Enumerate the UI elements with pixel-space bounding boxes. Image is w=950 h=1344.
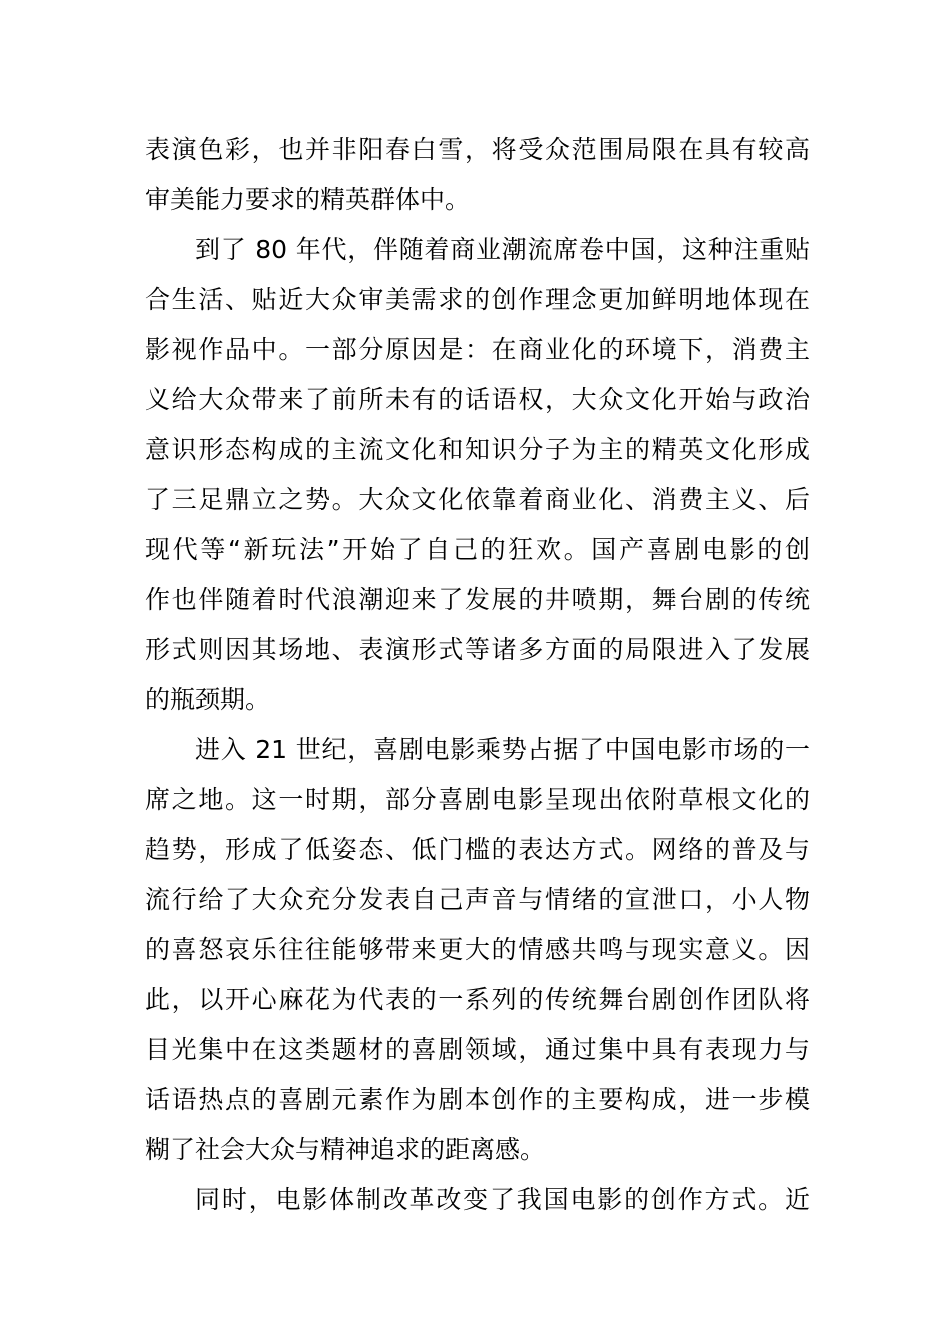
text-line: 到了 80 年代，伴随着商业潮流席卷中国，这种注重贴 (195, 235, 810, 264)
text-line: 糊了社会大众与精神追求的距离感。 (145, 1135, 546, 1164)
paragraph (145, 225, 810, 725)
text-line: 席之地。这一时期，部分喜剧电影呈现出依附草根文化的 (145, 785, 810, 814)
text-line: 趋势，形成了低姿态、低门槛的表达方式。网络的普及与 (145, 835, 810, 864)
text-line: 意识形态构成的主流文化和知识分子为主的精英文化形成 (145, 435, 810, 464)
text-line: 的瓶颈期。 (145, 685, 271, 714)
text-line: 影视作品中。一部分原因是：在商业化的环境下，消费主 (145, 335, 810, 364)
text-line: 进入 21 世纪，喜剧电影乘势占据了中国电影市场的一 (195, 735, 810, 764)
text-line: 作也伴随着时代浪潮迎来了发展的井喷期，舞台剧的传统 (145, 585, 810, 614)
text-line: 话语热点的喜剧元素作为剧本创作的主要构成，进一步模 (145, 1085, 810, 1114)
text-line: 义给大众带来了前所未有的话语权，大众文化开始与政治 (145, 385, 810, 414)
text-line: 现代等“新玩法”开始了自己的狂欢。国产喜剧电影的创 (145, 535, 810, 564)
document-body (145, 125, 810, 1225)
paragraph (145, 1175, 810, 1225)
text-line: 目光集中在这类题材的喜剧领域，通过集中具有表现力与 (145, 1035, 810, 1064)
text-line: 表演色彩，也并非阳春白雪，将受众范围局限在具有较高 (145, 135, 810, 164)
text-line: 流行给了大众充分发表自己声音与情绪的宣泄口，小人物 (145, 885, 810, 914)
text-line: 形式则因其场地、表演形式等诸多方面的局限进入了发展 (145, 635, 810, 664)
text-line: 审美能力要求的精英群体中。 (145, 185, 471, 214)
text-line: 合生活、贴近大众审美需求的创作理念更加鲜明地体现在 (145, 285, 810, 314)
text-line: 此，以开心麻花为代表的一系列的传统舞台剧创作团队将 (145, 985, 810, 1014)
text-line: 的喜怒哀乐往往能够带来更大的情感共鸣与现实意义。因 (145, 935, 810, 964)
paragraph (145, 125, 810, 225)
text-line: 了三足鼎立之势。大众文化依靠着商业化、消费主义、后 (145, 485, 810, 514)
paragraph (145, 725, 810, 1175)
text-line: 同时，电影体制改革改变了我国电影的创作方式。近 (195, 1185, 810, 1214)
